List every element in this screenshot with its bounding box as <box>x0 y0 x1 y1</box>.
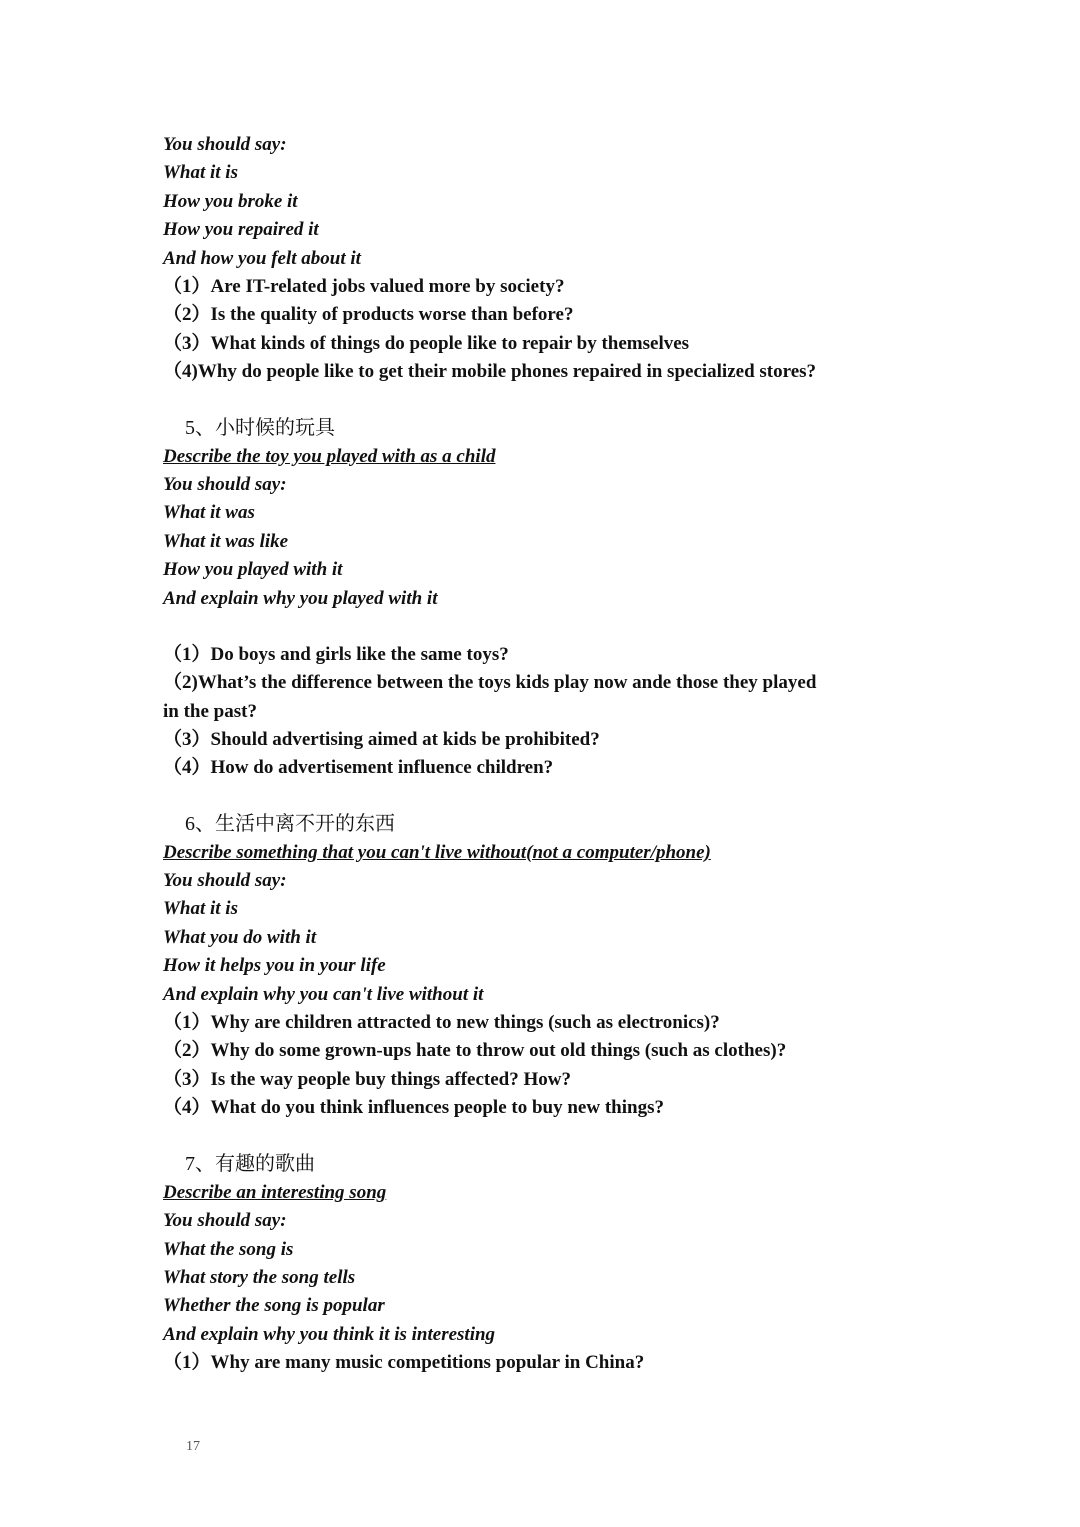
page-number: 17 <box>186 1439 200 1454</box>
question-item: （2）Is the quality of products worse than before? <box>163 304 574 325</box>
prompt-you-should-say: You should say: <box>163 134 287 155</box>
prompt-point: And explain why you can't live without it <box>163 984 484 1005</box>
prompt-point: How you broke it <box>163 191 298 212</box>
question-item: （1）Why are many music competitions popular in China? <box>163 1352 645 1373</box>
prompt-point: And explain why you played with it <box>163 588 438 609</box>
question-item: （1）Do boys and girls like the same toys? <box>163 644 509 665</box>
question-item: （3）What kinds of things do people like to repair by themselves <box>163 333 690 354</box>
question-item: （4）What do you think influences people to buy new things? <box>163 1097 664 1118</box>
prompt-point: How it helps you in your life <box>163 955 386 976</box>
question-item: （1）Are IT-related jobs valued more by society? <box>163 276 565 297</box>
question-item: （1）Why are children attracted to new things (such as electronics)? <box>163 1012 720 1033</box>
prompt-point: What it is <box>163 162 238 183</box>
prompt-point: And how you felt about it <box>163 248 361 269</box>
prompt-point: How you played with it <box>163 559 343 580</box>
section-title: Describe an interesting song <box>163 1182 387 1203</box>
prompt-point: How you repaired it <box>163 219 319 240</box>
question-item: （4）How do advertisement influence children? <box>163 757 554 778</box>
section-title: Describe something that you can't live without(not a computer/phone) <box>163 842 711 863</box>
prompt-point: What it was like <box>163 531 289 552</box>
prompt-point: What it is <box>163 898 238 919</box>
section-heading: 7、有趣的歌曲 <box>185 1153 315 1175</box>
section-heading: 5、小时候的玩具 <box>185 417 335 439</box>
prompt-point: What you do with it <box>163 927 317 948</box>
question-item: （4)Why do people like to get their mobile phones repaired in specialized stores? <box>163 361 817 382</box>
prompt-point: What story the song tells <box>163 1267 356 1288</box>
prompt-point: What the song is <box>163 1239 294 1260</box>
prompt-you-should-say: You should say: <box>163 870 287 891</box>
prompt-point: Whether the song is popular <box>163 1295 385 1316</box>
prompt-you-should-say: You should say: <box>163 1210 287 1231</box>
prompt-point: What it was <box>163 502 255 523</box>
question-item: （2)What’s the difference between the toys kids play now ande those they played <box>163 672 817 693</box>
question-item-continuation: in the past? <box>163 701 257 722</box>
question-item: （3）Is the way people buy things affected? How? <box>163 1069 571 1090</box>
prompt-you-should-say: You should say: <box>163 474 287 495</box>
section-title: Describe the toy you played with as a child <box>163 446 496 467</box>
prompt-point: And explain why you think it is interesting <box>163 1324 496 1345</box>
section-heading: 6、生活中离不开的东西 <box>185 813 395 835</box>
question-item: （3）Should advertising aimed at kids be prohibited? <box>163 729 600 750</box>
question-item: （2）Why do some grown-ups hate to throw out old things (such as clothes)? <box>163 1040 787 1061</box>
